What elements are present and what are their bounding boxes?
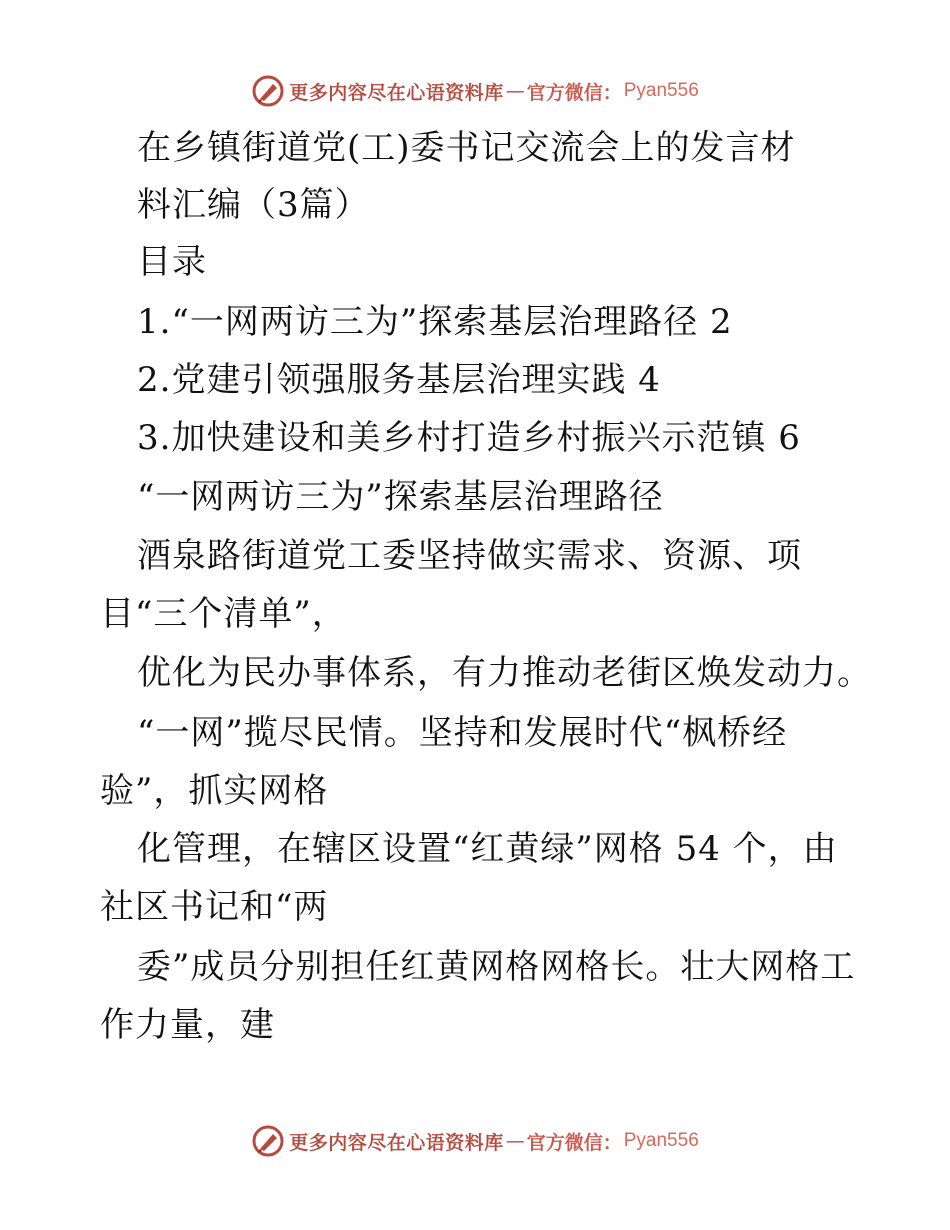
watermark-text: 更多内容尽在心语资料库 (289, 81, 504, 104)
document-title-line-2: 料汇编（3篇） (137, 185, 370, 225)
paragraph-line: 委”成员分别担任红黄网格网格长。壮大网格工 (137, 947, 856, 987)
footer-watermark (0, 1121, 950, 1161)
watermark-text: 更多内容尽在心语资料库 (289, 1131, 504, 1154)
paragraph-line: 作力量，建 (100, 1005, 275, 1045)
pen-logo-icon (251, 74, 285, 108)
paragraph-line: 优化为民办事体系，有力推动老街区焕发动力。 (137, 653, 872, 693)
paragraph-line: 酒泉路街道党工委坚持做实需求、资源、项 (137, 536, 802, 576)
watermark-wechat-id: Pyan556 (623, 1130, 699, 1151)
pen-logo-icon (251, 1124, 285, 1158)
paragraph-line: 验”，抓实网格 (100, 771, 329, 811)
paragraph-line: 目“三个清单”， (100, 594, 347, 634)
toc-item: 3.加快建设和美乡村打造乡村振兴示范镇 6 (137, 418, 801, 458)
watermark-wechat-label: 官方微信： (526, 1131, 622, 1154)
paragraph-line: 化管理，在辖区设置“红黄绿”网格 54 个，由 (137, 829, 838, 869)
watermark-wechat-label: 官方微信： (526, 81, 622, 104)
header-watermark (0, 71, 950, 111)
section-title: “一网两访三为”探索基层治理路径 (137, 477, 664, 517)
toc-heading: 目录 (137, 242, 207, 282)
document-title-line-1: 在乡镇街道党(工)委书记交流会上的发言材 (137, 128, 796, 168)
watermark-wechat-id: Pyan556 (623, 80, 699, 101)
paragraph-line: 社区书记和“两 (100, 887, 329, 927)
watermark-separator: — (505, 1130, 525, 1152)
paragraph-line: “一网”揽尽民情。坚持和发展时代“枫桥经 (137, 713, 788, 753)
watermark-separator: — (505, 80, 525, 102)
toc-item: 1.“一网两访三为”探索基层治理路径 2 (137, 302, 733, 342)
toc-item: 2.党建引领强服务基层治理实践 4 (137, 360, 661, 400)
